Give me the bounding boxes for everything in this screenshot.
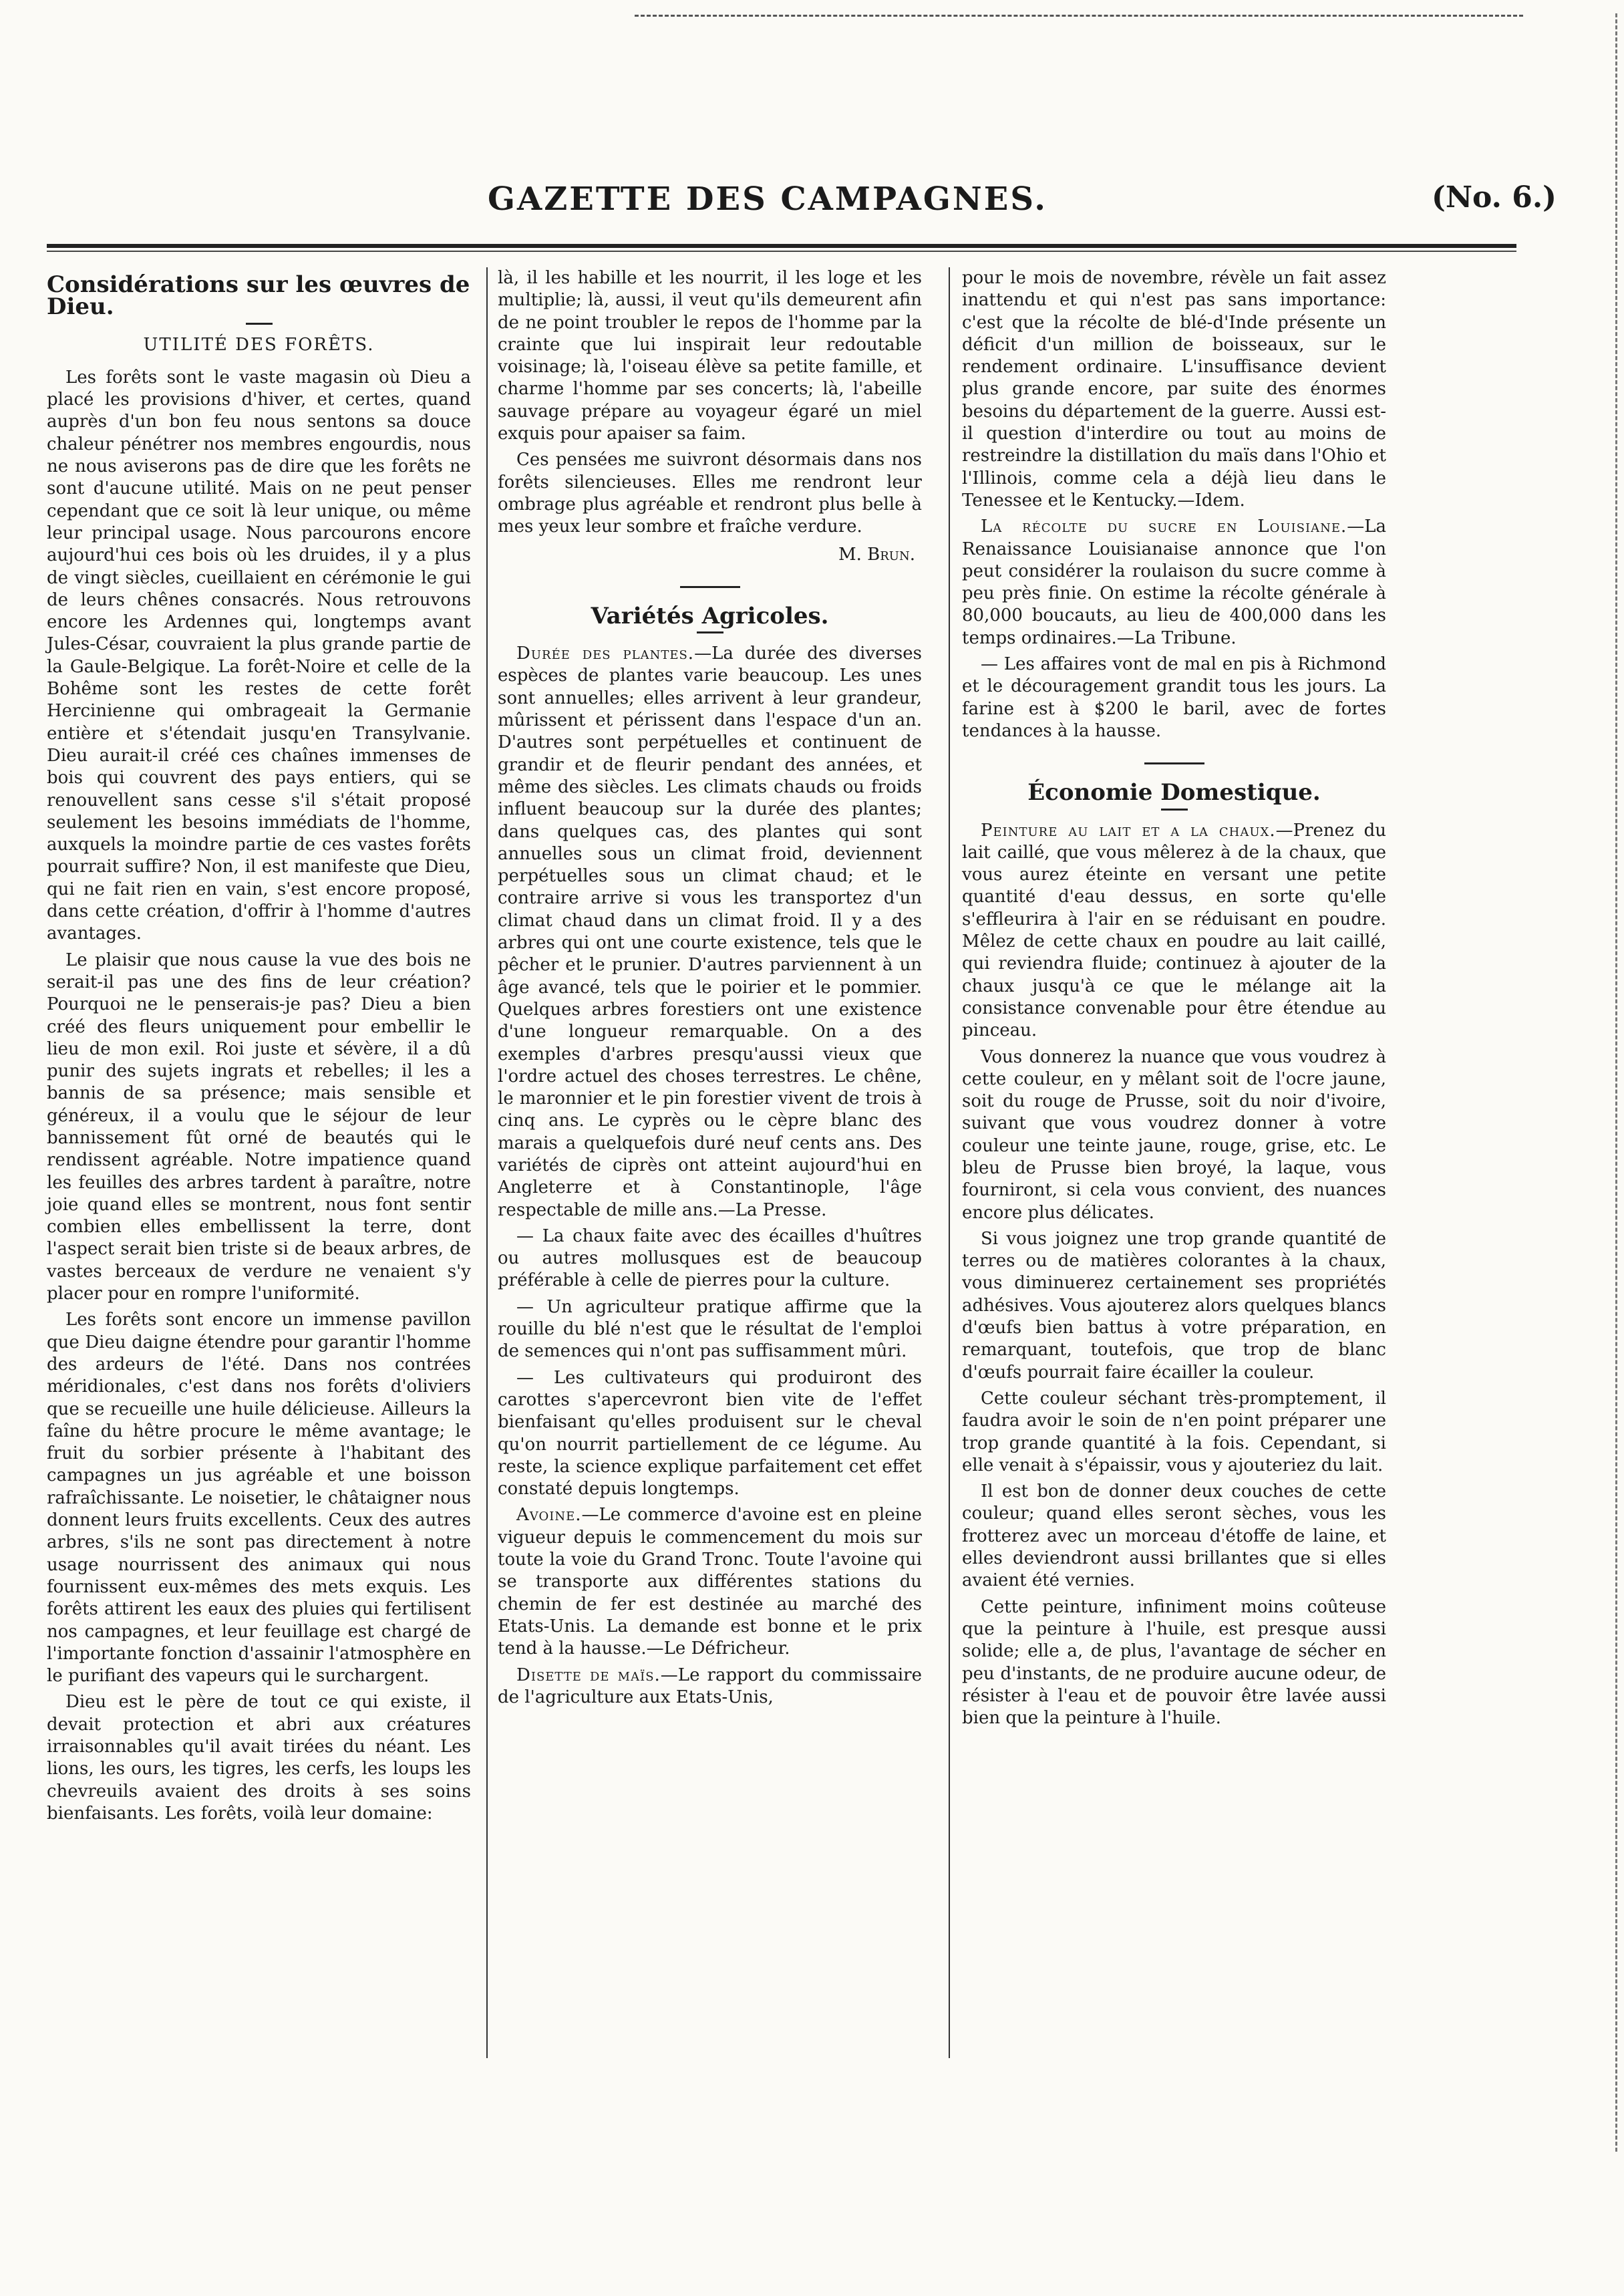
issue-number: (No. 6.) xyxy=(1432,180,1557,214)
column-divider-2 xyxy=(949,267,950,2058)
section-dash xyxy=(697,631,723,633)
section-dash xyxy=(1161,809,1188,811)
paragraph: Ces pensées me suivront désormais dans nos forêts silencieuses. Elles me rendront leur ombrage plus agréable et rendront plus belle à mes yeux leur sombre et fraîche verdure. xyxy=(498,450,922,537)
section-rule xyxy=(680,586,740,588)
lead-in: Avoine. xyxy=(516,1505,582,1526)
column-2 xyxy=(498,267,922,1713)
paragraph: Les forêts sont encore un immense pavillon que Dieu daigne étendre pour garantir l'homme des ardeurs de l'été. Dans nos contrées méridionales, c'est dans nos forêts d'oliviers que se recueille une huile délicieuse. Ailleurs la faîne du hêtre procure le même avantage; le fruit du sorbier présente à l'habitant des campagnes un jus agréable et une boisson rafraîchissante. Le noisetier, le châtaigner nous donnent leurs fruits excellents. Ceux des autres arbres, s'ils ne sont pas directement à notre usage nourrissent des animaux qui nous fournissent eux-mêmes des mets exquis. Les forêts attirent les eaux des pluies qui fertilisent nos campagnes, et leur feuillage est chargé de l'importante fonction d'assainir l'atmosphère en le purifiant des vapeurs qui le surchargent. xyxy=(47,1310,471,1687)
column-3 xyxy=(962,267,1386,1733)
paragraph-body: —La durée des diverses espèces de plantes varie beaucoup. Les unes sont annuelles; elles arrivent à leur grandeur, mûrissent et périssent dans l'espace d'un an. D'autres sont perpétuelles et continuent de grandir et de fleurir pendant des années, et même des siècles. Les climats chauds ou froids influent beaucoup sur la durée des plantes; dans quelques cas, des plantes qui sont annuelles sous un climat froid, deviennent perpétuelles sous un climat chaud; et le contraire arrive si vous les transportez d'un climat chaud dans un climat froid. Il y a des arbres qui ont une courte existence, tels que le pêcher et le prunier. D'autres parviennent à un âge avancé, tels que le poirier et le pommier. Quelques arbres forestiers ont une existence d'une longueur remarquable. On a des exemples d'arbres presqu'aussi vieux que l'ordre actuel des choses terrestres. Le chêne, le maronnier et le pin forestier vivent de trois à cinq ans. Le cyprès ou le cèpre blanc des marais a quelquefois duré neuf cents ans. Des variétés de ciprès ont atteint aujourd'hui en Angleterre et à Constantinople, l'âge respectable de mille ans.—La Presse. xyxy=(498,643,922,1220)
paragraph: là, il les habille et les nourrit, il les loge et les multiplie; là, aussi, il veut qu'ils demeurent afin de ne point troubler le repos de l'homme par la crainte que lui inspirait leur redoutable voisinage; là, l'oiseau élève sa petite famille, et charme l'homme par ses concerts; là, l'abeille sauvage prépare au voyageur égaré un miel exquis pour apaiser sa faim. xyxy=(498,268,922,444)
right-dashed-edge xyxy=(1615,13,1617,2152)
paragraph: — Les cultivateurs qui produiront des carottes s'apercevront bien vite de l'effet bienfaisant qu'elles produisent sur le cheval qu'on nourrit partiellement de ce légume. Au reste, la science explique parfaitement cet effet constaté depuis longtemps. xyxy=(498,1367,922,1499)
paragraph: — Les affaires vont de mal en pis à Richmond et le découragement grandit tous les jours. La farine est à $200 le baril, avec de fortes tendances à la hausse. xyxy=(962,654,1386,741)
section-rule xyxy=(1144,762,1204,764)
paragraph-peinture xyxy=(962,820,1386,1042)
page-title: GAZETTE DES CAMPAGNES. xyxy=(488,180,1048,218)
paragraph: Cette peinture, infiniment moins coûteuse que la peinture à l'huile, est presque aussi solide; elle a, de plus, l'avantage de sécher en peu d'instants, de ne produire aucune odeur, de résister à l'eau et de pouvoir être lavée aussi bien que la peinture à l'huile. xyxy=(962,1596,1386,1729)
column-1 xyxy=(47,267,471,1829)
lead-in: Durée des plantes. xyxy=(516,643,695,664)
paragraph: Dieu est le père de tout ce qui existe, il devait protection et abri aux créatures irraisonnables qu'il avait tirées du néant. Les lions, les ours, les tigres, les cerfs, les loups les chevreuils avaient des droits à ses soins bienfaisants. Les forêts, voilà leur domaine: xyxy=(47,1692,471,1824)
paragraph: Le plaisir que nous cause la vue des bois ne serait-il pas une des fins de leur création? Pourquoi ne le penserais-je pas? Dieu a bien créé des fleurs uniquement pour embellir le lieu de mon exil. Roi juste et sévère, il a dû punir des sujets ingrats et rebelles; il les a bannis de sa présence; mais sensible et généreux, il a voulu que le séjour de leur bannissement fût orné de beautés qui le rendissent agréable. Notre impatience quand les feuilles des arbres tardent à paraître, notre joie quand elles se montrent, nous font sentir combien elles embellissent la terre, dont l'aspect serait bien triste si de beaux arbres, de vastes berceaux de verdure ne venaient s'y placer pour en rompre l'uniformité. xyxy=(47,950,471,1304)
paragraph: Il est bon de donner deux couches de cette couleur; quand elles seront sèches, vous les frotterez avec un morceau d'étoffe de laine, et elles deviendront aussi brillantes que si elles avaient été vernies. xyxy=(962,1481,1386,1591)
top-dashed-edge xyxy=(635,15,1523,17)
lead-in: La récolte du sucre en Louisiane. xyxy=(981,517,1347,537)
lead-in: Peinture au lait et a la chaux. xyxy=(981,820,1276,841)
section-title-economie: Économie Domestique. xyxy=(1027,779,1321,807)
section-title-considerations: Considérations sur les œuvres de Dieu. xyxy=(47,271,470,321)
column-divider-1 xyxy=(486,267,488,2058)
section-title-varietes: Variétés Agricoles. xyxy=(591,602,829,629)
header-rule-thin xyxy=(47,251,1516,252)
paragraph-avoine xyxy=(498,1504,922,1660)
paragraph-sucre xyxy=(962,516,1386,650)
signature: M. Brun. xyxy=(838,544,915,565)
section-dash xyxy=(246,323,273,325)
paragraph-body: —Le commerce d'avoine est en pleine vigueur depuis le commencement du mois sur toute la voie du Grand Tronc. Toute l'avoine qui se transporte aux différentes stations du chemin de fer est destinée au marché des Etats-Unis. La demande est bonne et le prix tend à la hausse.—Le Défricheur. xyxy=(498,1505,922,1659)
masthead xyxy=(47,174,1570,227)
paragraph: Si vous joignez une trop grande quantité de terres ou de matières colorantes à la chaux, vous diminuerez certainement ses propriétés adhésives. Vous ajouterez alors quelques blancs d'œufs bien battus à votre préparation, en remarquant, toutefois, que trop de blanc d'œufs pourrait faire écailler la couleur. xyxy=(962,1228,1386,1383)
header-rule-thick xyxy=(47,244,1516,248)
lead-in: Disette de maïs. xyxy=(516,1665,661,1685)
paragraph-body: —Prenez du lait caillé, que vous mêlerez à de la chaux, que vous aurez éteinte en versant une petite quantité d'eau dessus, en sorte qu'elle s'effleurira à l'air en se réduisant en poudre. Mêlez de cette chaux en poudre au lait caillé, qui reviendra fluide; continuez à ajouter de la chaux jusqu'à ce que le mélange ait la consistance convenable pour être étendue au pinceau. xyxy=(962,820,1386,1041)
paragraph-disette xyxy=(498,1665,922,1709)
paragraph: Les forêts sont le vaste magasin où Dieu a placé les provisions d'hiver, et certes, quand auprès d'un bon feu nous sentons sa douce chaleur pénétrer nos membres engourdis, nous ne nous aviserons pas de dire que les forêts ne sont d'aucune utilité. Mais on ne peut penser cependant que ce soit là leur unique, ou même leur principal usage. Nous parcourons encore aujourd'hui ces bois où les druides, il y a plus de vingt siècles, cueillaient en cérémonie le gui de leurs chênes consacrés. Nous retrouvons encore les Ardennes qui, longtemps avant Jules-César, couvraient la plus grande partie de la Gaule-Belgique. La forêt-Noire et celle de la Bohême sont les restes de cette forêt Hercinienne qui ombrageait la Germanie entière et s'étendait jusqu'en Transylvanie. Dieu aurait-il créé ces chaînes immenses de bois qui couvrent des pays entiers, qui se renouvellent sans cesse s'il s'était proposé seulement les besoins immédiats de l'homme, auxquels la moindre partie de ces vastes forêts pourrait suffire? Non, il est manifeste que Dieu, qui ne fait rien en vain, s'est encore proposé, dans cette création, d'offrir à l'homme d'autres avantages. xyxy=(47,367,471,944)
paragraph-duree xyxy=(498,643,922,1222)
paragraph-body: —La Renaissance Louisianaise annonce que l'on peut considérer la roulaison du sucre comme à peu près finie. On estime la récolte générale à 80,000 boucauts, au lieu de 400,000 dans les temps ordinaires.—La Tribune. xyxy=(962,517,1386,648)
subhead-utilite: UTILITÉ DES FORÊTS. xyxy=(143,334,375,355)
paragraph-body: —Le rapport du commissaire de l'agriculture aux Etats-Unis, xyxy=(498,1665,922,1707)
paragraph: — Un agriculteur pratique affirme que la rouille du blé n'est que le résultat de l'emploi de semences qui n'ont pas suffisamment mûri. xyxy=(498,1296,922,1362)
paragraph: — La chaux faite avec des écailles d'huîtres ou autres mollusques est de beaucoup préférable à celle de pierres pour la culture. xyxy=(498,1226,922,1291)
paragraph: Cette couleur séchant très-promptement, il faudra avoir le soin de n'en point préparer une trop grande quantité à la fois. Cependant, si elle venait à s'épaissir, vous y ajouteriez du lait. xyxy=(962,1388,1386,1475)
paragraph: Vous donnerez la nuance que vous voudrez à cette couleur, en y mêlant soit de l'ocre jaune, soit du rouge de Prusse, soit du noir d'ivoire, suivant que vous voudrez donner à votre couleur une teinte jaune, rouge, grise, etc. Le bleu de Prusse bien broyé, la laque, vous fourniront, si cela vous convient, des nuances encore plus délicates. xyxy=(962,1046,1386,1223)
paragraph: pour le mois de novembre, révèle un fait assez inattendu et qui n'est pas sans importance: c'est que la récolte de blé-d'Inde présente un déficit d'un million de boisseaux, sur le rendement ordinaire. L'insuffisance devient plus grande encore, par suite des énormes besoins du département de la guerre. Aussi est-il question d'interdire ou tout au moins de restreindre la distillation du maïs dans l'Ohio et l'Illinois, comme cela a déjà lieu dans le Tenessee et le Kentucky.—Idem. xyxy=(962,268,1386,511)
